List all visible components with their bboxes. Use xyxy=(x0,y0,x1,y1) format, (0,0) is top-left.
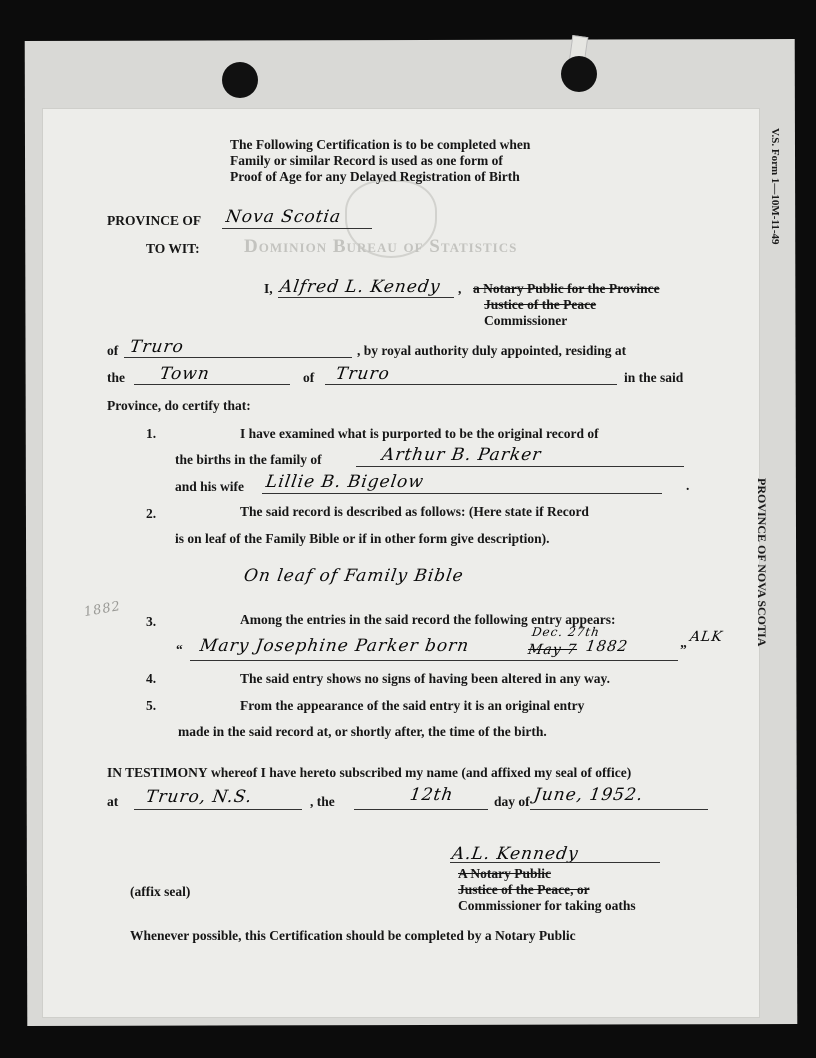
father-name: Arthur B. Parker xyxy=(380,445,543,465)
day-of-label: day of xyxy=(494,794,530,809)
item-number-4: 4. xyxy=(146,671,157,686)
to-wit-label: TO WIT: xyxy=(146,241,200,256)
the-date-label: , the xyxy=(310,794,335,809)
correction-initials: ALK xyxy=(688,629,724,645)
item-text-4: The said entry shows no signs of having been altered in any way. xyxy=(240,671,610,686)
header-line-2: Family or similar Record is used as one form of xyxy=(230,153,503,168)
signature-title: Commissioner for taking oaths xyxy=(458,898,636,913)
signature-justice-struck: Justice of the Peace, or xyxy=(458,882,590,897)
item-text-3: Among the entries in the said record the following entry appears: xyxy=(240,612,616,627)
signature-notary-struck: A Notary Public xyxy=(458,866,551,881)
day-field-line xyxy=(354,809,488,810)
title-notary-struck: a Notary Public for the Province xyxy=(473,281,660,296)
of2-value: Truro xyxy=(334,364,392,384)
appointed-text: , by royal authority duly appointed, residing at xyxy=(357,343,627,358)
month-field-line xyxy=(530,809,708,810)
province-value: Nova Scotia xyxy=(224,207,343,227)
the-field-line xyxy=(134,384,290,385)
month-year-value: June, 1952. xyxy=(532,785,645,805)
entry-open-quote: “ xyxy=(176,642,183,657)
province-label: PROVINCE OF xyxy=(107,213,202,228)
entry-close-quote: ” xyxy=(680,642,687,657)
at-label: at xyxy=(107,794,119,809)
province-field-line xyxy=(222,228,372,229)
form-number: V.S. Form 1—10M-11-49 xyxy=(769,128,781,245)
births-label: the births in the family of xyxy=(175,452,322,467)
of2-field-line xyxy=(325,384,617,385)
declarant-field-line xyxy=(278,297,454,298)
header-line-1: The Following Certification is to be completed when xyxy=(230,137,531,152)
punch-hole-right xyxy=(561,56,597,92)
at-value: Truro, N.S. xyxy=(144,787,254,807)
footer-note: Whenever possible, this Certification should be completed by a Notary Public xyxy=(130,928,576,943)
watermark-text: Dominion Bureau of Statistics xyxy=(244,236,518,257)
the-label: the xyxy=(107,370,125,385)
entry-text: Mary Josephine Parker born xyxy=(198,636,471,656)
margin-note: 1882 xyxy=(82,598,123,621)
in-the-said-text: in the said xyxy=(624,370,684,385)
item-text-2: The said record is described as follows: (Here state if Record xyxy=(240,504,589,519)
header-line-3: Proof of Age for any Delayed Registration of Birth xyxy=(230,169,520,184)
title-commissioner: Commissioner xyxy=(484,313,568,328)
item-text-5: From the appearance of the said entry it is an original entry xyxy=(240,698,585,713)
side-province-label: PROVINCE OF NOVA SCOTIA xyxy=(755,478,769,647)
day-value: 12th xyxy=(408,785,455,805)
the-value: Town xyxy=(158,364,212,384)
testimony-heading: IN TESTIMONY xyxy=(107,765,208,780)
entry-struck-date: May 7 xyxy=(526,642,579,658)
affix-seal-label: (affix seal) xyxy=(130,884,191,899)
testimony-text: whereof I have hereto subscribed my name (and affixed my seal of office) xyxy=(211,765,632,780)
of-field-line xyxy=(124,357,352,358)
of-value: Truro xyxy=(128,337,186,357)
entry-corrected-date: Dec. 27th xyxy=(531,625,601,639)
punch-hole-left xyxy=(222,62,258,98)
wife-field-line xyxy=(262,493,662,494)
item-number-2: 2. xyxy=(146,506,157,521)
wife-name: Lillie B. Bigelow xyxy=(264,472,426,492)
item-number-1: 1. xyxy=(146,426,157,441)
father-field-line xyxy=(356,466,684,467)
wife-period: . xyxy=(686,478,690,493)
signature: A.L. Kennedy xyxy=(450,844,580,864)
of-label: of xyxy=(107,343,119,358)
declarant-name: Alfred L. Kenedy xyxy=(278,277,442,297)
item-2-line-2: is on leaf of the Family Bible or if in other form give description). xyxy=(175,531,550,546)
signature-line xyxy=(450,862,660,863)
declarant-prefix: I, xyxy=(264,281,273,296)
item-5-line-2: made in the said record at, or shortly after, the time of the birth. xyxy=(178,724,547,739)
item-number-5: 5. xyxy=(146,698,157,713)
certify-text: Province, do certify that: xyxy=(107,398,251,413)
of2-label: of xyxy=(303,370,315,385)
at-field-line xyxy=(134,809,302,810)
declarant-comma: , xyxy=(458,281,462,296)
item-number-3: 3. xyxy=(146,614,157,629)
entry-field-line xyxy=(190,660,678,661)
wife-label: and his wife xyxy=(175,479,245,494)
record-description: On leaf of Family Bible xyxy=(242,566,466,586)
item-text-1: I have examined what is purported to be the original record of xyxy=(240,426,599,441)
entry-year: 1882 xyxy=(584,637,630,655)
title-justice-struck: Justice of the Peace xyxy=(484,297,597,312)
